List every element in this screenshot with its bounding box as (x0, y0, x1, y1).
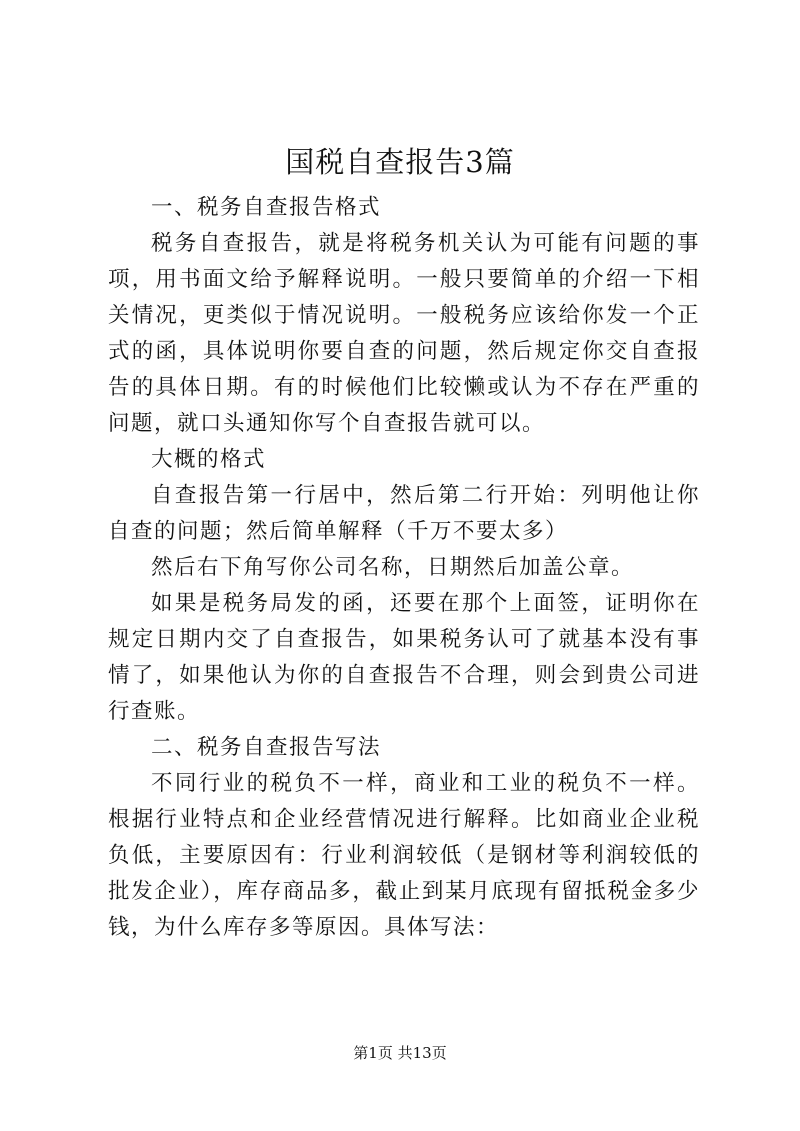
paragraph-tax-bureau-letter: 如果是税务局发的函，还要在那个上面签，证明你在规定日期内交了自查报告，如果税务认可了就基本没有事情了，如果他认为你的自查报告不合理，则会到贵公司进行查账。 (108, 591, 700, 724)
document-body (108, 190, 700, 946)
section-heading-2: 二、税务自查报告写法 (151, 735, 382, 760)
section-heading-1: 一、税务自查报告格式 (151, 195, 382, 220)
paragraph-writing-method: 不同行业的税负不一样，商业和工业的税负不一样。根据行业特点和企业经营情况进行解释。比如商业企业税负低，主要原因有：行业利润较低（是钢材等利润较低的批发企业），库存商品多，截止到某月底现有留抵税金多少钱，为什么库存多等原因。具体写法： (108, 771, 700, 940)
paragraph-definition: 税务自查报告，就是将税务机关认为可能有问题的事项，用书面文给予解释说明。一般只要简单的介绍一下相关情况，更类似于情况说明。一般税务应该给你发一个正式的函，具体说明你要自查的问题，然后规定你交自查报告的具体日期。有的时候他们比较懒或认为不存在严重的问题，就口头通知你写个自查报告就可以。 (108, 231, 700, 436)
paragraph-heading-format: 大概的格式 (151, 447, 267, 472)
document-title: 国税自查报告3篇 (285, 145, 515, 179)
paragraph-signature: 然后右下角写你公司名称，日期然后加盖公章。 (151, 555, 635, 580)
page-footer: 第1页 共13页 (353, 1044, 447, 1062)
paragraph-format-first-line: 自查报告第一行居中，然后第二行开始：列明他让你自查的问题；然后简单解释（千万不要太多） (108, 483, 700, 544)
